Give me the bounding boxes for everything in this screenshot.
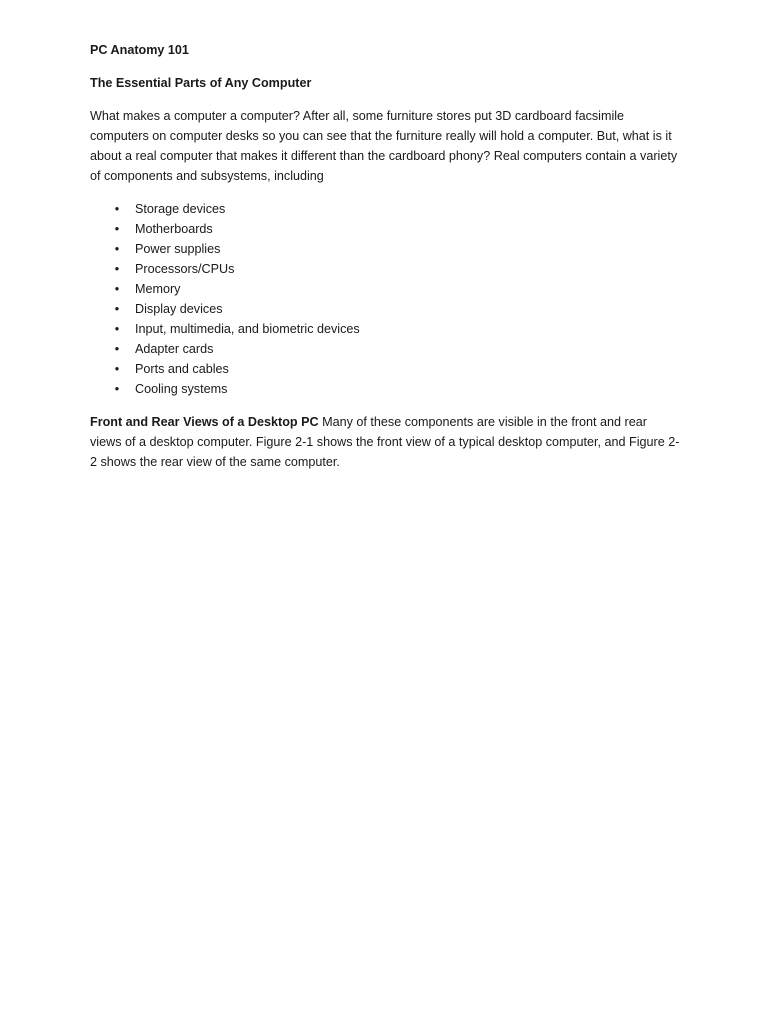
list-item [90,279,680,299]
document-title: PC Anatomy 101 [90,43,189,57]
list-item-text: Ports and cables [135,362,229,376]
views-heading: Front and Rear Views of a Desktop PC [90,415,319,429]
intro-paragraph: What makes a computer a computer? After all, some furniture stores put 3D cardboard facsimile computers on computer desks so you can see that the furniture really will hold a computer. But, what is it about a real computer that makes it different than the cardboard phony? Real computers contain a variety of components and subsystems, including [90,109,678,183]
list-item-text: Memory [135,282,181,296]
bullet-icon: • [114,282,120,296]
list-item-text: Motherboards [135,222,213,236]
bullet-icon: • [114,322,120,336]
list-item-text: Display devices [135,302,223,316]
list-item [90,199,680,219]
components-list [90,199,680,399]
bullet-icon: • [114,342,120,356]
views-paragraph [90,412,680,472]
list-item-text: Processors/CPUs [135,262,235,276]
bullet-icon: • [114,362,120,376]
list-item [90,379,680,399]
list-item-text: Adapter cards [135,342,214,356]
bullet-icon: • [114,242,120,256]
list-item [90,219,680,239]
list-item [90,259,680,279]
bullet-icon: • [114,262,120,276]
list-item-text: Input, multimedia, and biometric devices [135,322,360,336]
list-item-text: Storage devices [135,202,226,216]
list-item [90,359,680,379]
section-heading: The Essential Parts of Any Computer [90,76,312,90]
bullet-icon: • [114,202,120,216]
list-item [90,299,680,319]
list-item [90,339,680,359]
list-item [90,239,680,259]
views-paragraph-text: Many of these components are visible in the front and rear views of a desktop computer. Figure 2-1 shows the front view of a typical desktop computer, and Figure 2-2 shows the rear view of the same computer. [90,415,680,469]
list-item-text: Cooling systems [135,382,228,396]
list-item [90,319,680,339]
bullet-icon: • [114,302,120,316]
list-item-text: Power supplies [135,242,221,256]
bullet-icon: • [114,382,120,396]
bullet-icon: • [114,222,120,236]
